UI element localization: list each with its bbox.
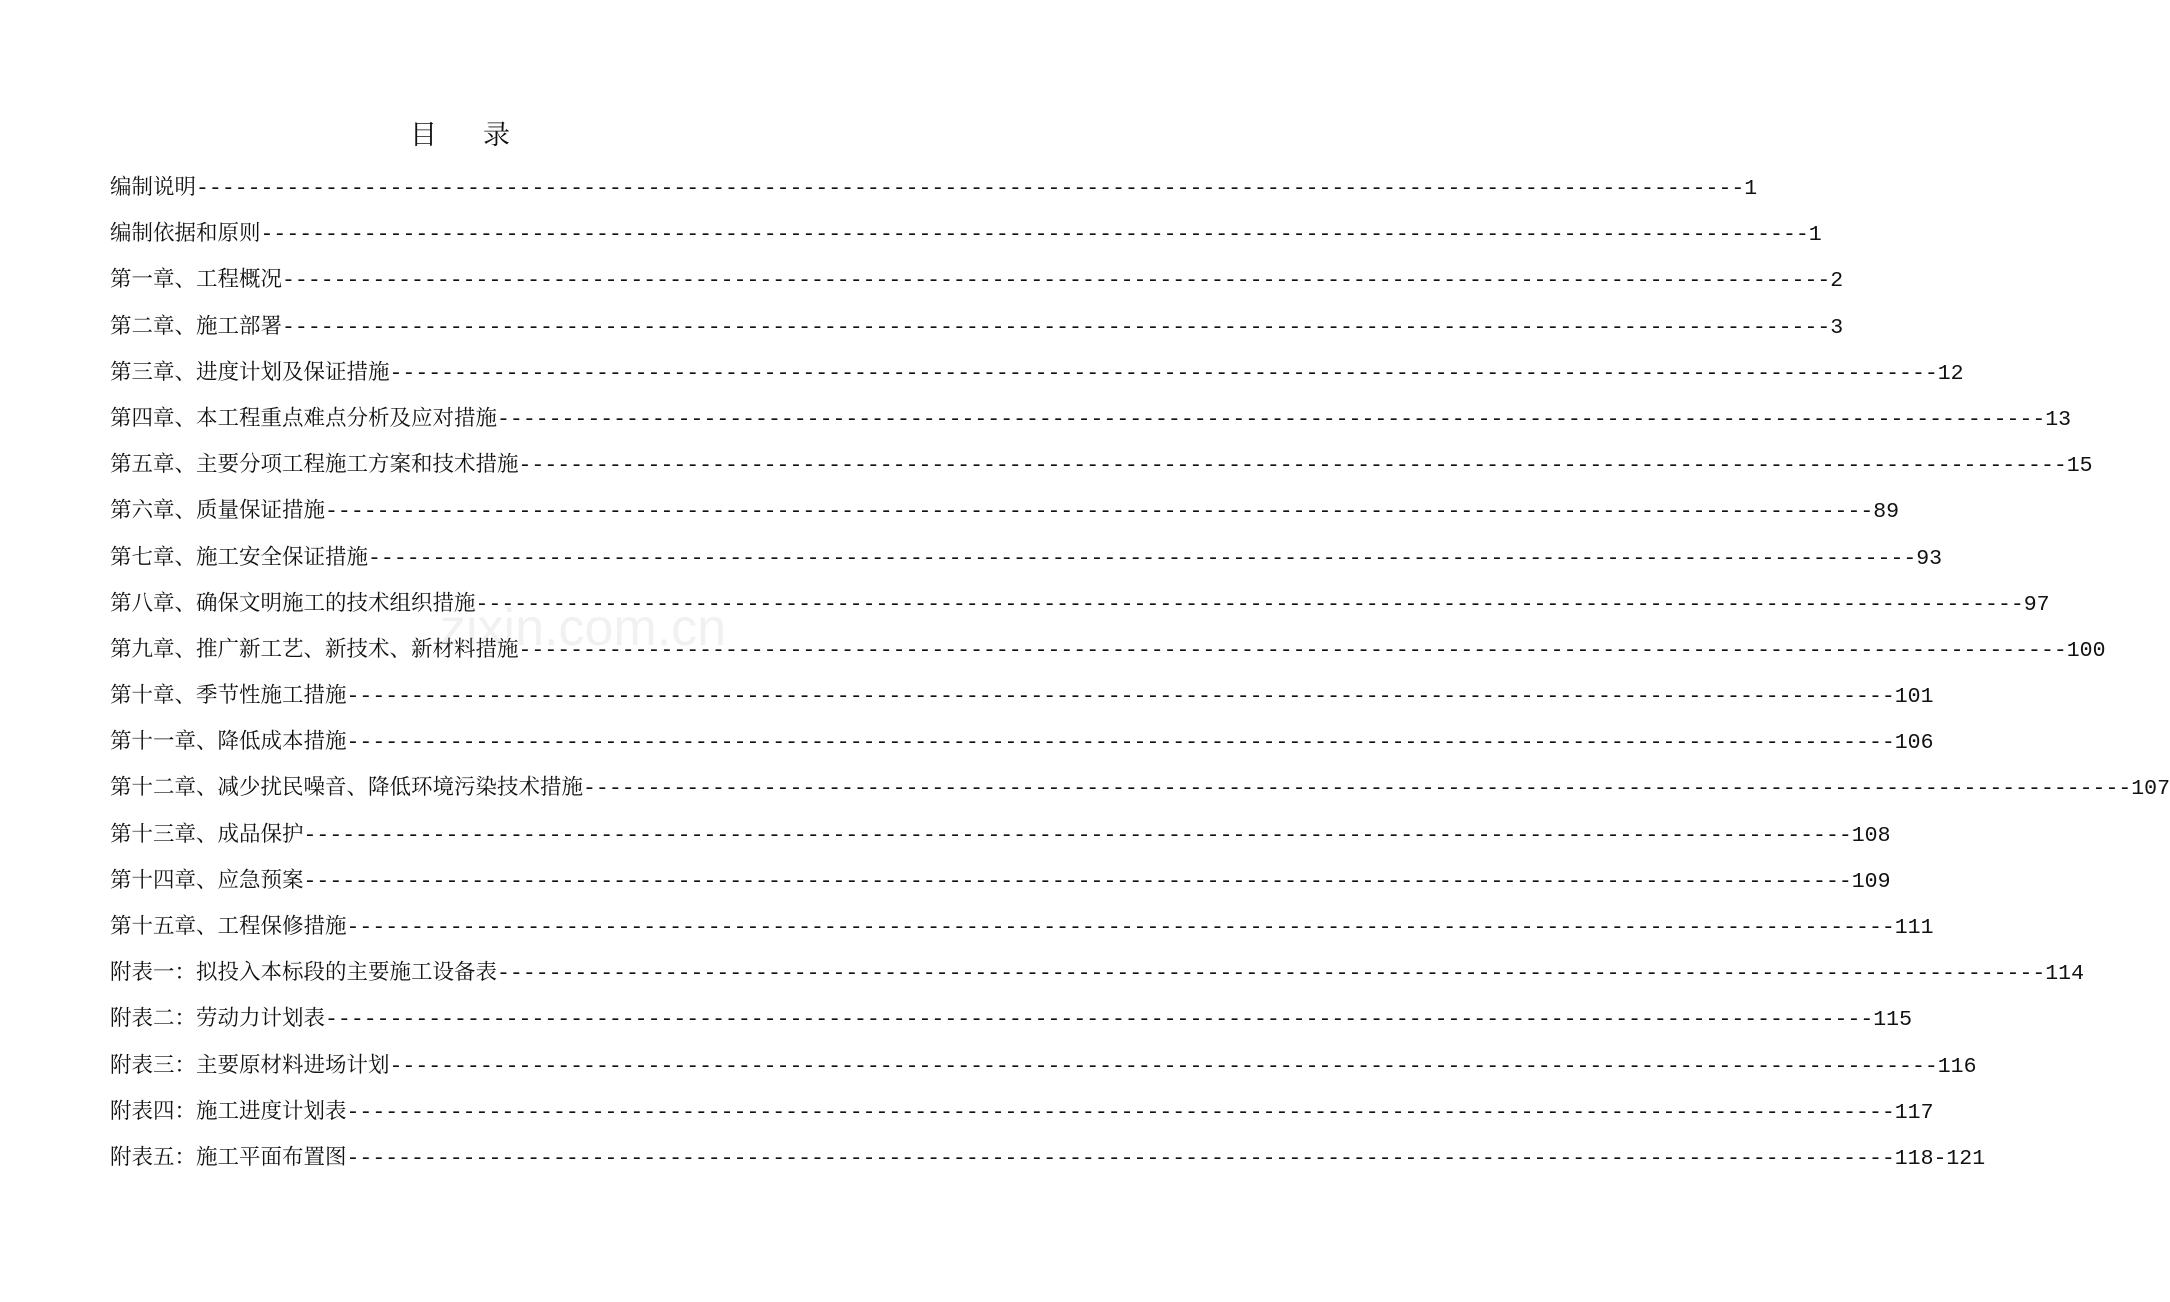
toc-list bbox=[110, 168, 2170, 1184]
toc-entry-title: 第三章、进度计划及保证措施 bbox=[110, 359, 390, 385]
toc-entry-page-number: 111 bbox=[1894, 916, 1934, 940]
toc-dot-leader: ------------------------------------------------------------------------------------------------------------------------ bbox=[497, 407, 2046, 432]
toc-entry-title: 第八章、确保文明施工的技术组织措施 bbox=[110, 590, 476, 616]
toc-entry-page-number: 109 bbox=[1851, 869, 1891, 894]
toc-entry-page-number: 12 bbox=[1937, 361, 1964, 386]
toc-entry[interactable] bbox=[110, 1138, 1986, 1184]
toc-entry-title: 附表五：施工平面布置图 bbox=[110, 1144, 347, 1170]
toc-dot-leader: ------------------------------------------------------------------------------------------------------------------------ bbox=[583, 777, 2132, 802]
toc-entry[interactable] bbox=[110, 307, 1844, 353]
toc-entry-page-number: 115 bbox=[1873, 1008, 1912, 1033]
toc-entry-page-number: 97 bbox=[2023, 592, 2050, 617]
toc-entry[interactable] bbox=[110, 815, 1891, 861]
toc-dot-leader: ------------------------------------------------------------------------------------------------------------------------ bbox=[346, 731, 1895, 756]
toc-entry-page-number: 117 bbox=[1894, 1100, 1934, 1125]
toc-entry-page-number: 114 bbox=[2045, 962, 2084, 987]
toc-entry-title: 第一章、工程概况 bbox=[110, 267, 283, 293]
toc-entry-title: 附表四：施工进度计划表 bbox=[110, 1098, 347, 1124]
toc-dot-leader: ------------------------------------------------------------------------------------------------------------------------ bbox=[518, 638, 2067, 663]
toc-entry-page-number: 3 bbox=[1830, 315, 1844, 340]
toc-entry-title: 编制说明 bbox=[110, 175, 197, 200]
toc-entry[interactable] bbox=[110, 1046, 1977, 1092]
toc-entry[interactable] bbox=[110, 953, 2084, 999]
toc-entry[interactable] bbox=[110, 399, 2072, 445]
toc-entry-page-number: 108 bbox=[1851, 823, 1891, 848]
toc-entry[interactable] bbox=[110, 722, 1934, 768]
toc-entry-title: 第七章、施工安全保证措施 bbox=[110, 544, 369, 570]
toc-entry-title: 附表三：主要原材料进场计划 bbox=[110, 1052, 390, 1078]
toc-dot-leader: ------------------------------------------------------------------------------------------------------------------------ bbox=[282, 315, 1831, 340]
toc-dot-leader: ------------------------------------------------------------------------------------------------------------------------ bbox=[346, 685, 1895, 710]
toc-entry-page-number: 116 bbox=[1937, 1054, 1977, 1079]
toc-entry[interactable] bbox=[110, 768, 2170, 814]
toc-dot-leader: ------------------------------------------------------------------------------------------------------------------------ bbox=[260, 223, 1809, 248]
toc-entry-page-number: 15 bbox=[2066, 454, 2093, 479]
toc-entry[interactable] bbox=[110, 584, 2050, 630]
toc-dot-leader: ------------------------------------------------------------------------------------------------------------------------ bbox=[325, 500, 1874, 525]
toc-entry-page-number: 118-121 bbox=[1894, 1146, 1986, 1171]
watermark: zixin.com.cn bbox=[440, 599, 727, 657]
toc-entry-title: 第十一章、降低成本措施 bbox=[110, 729, 347, 755]
toc-dot-leader: ------------------------------------------------------------------------------------------------------------------------ bbox=[196, 177, 1745, 201]
toc-dot-leader: ------------------------------------------------------------------------------------------------------------------------ bbox=[475, 592, 2024, 617]
toc-entry-page-number: 107 bbox=[2131, 777, 2170, 802]
toc-entry-page-number: 100 bbox=[2066, 638, 2106, 663]
toc-entry[interactable] bbox=[110, 260, 1844, 306]
toc-entry-page-number: 89 bbox=[1873, 500, 1900, 525]
toc-dot-leader: ------------------------------------------------------------------------------------------------------------------------ bbox=[518, 454, 2067, 479]
toc-entry[interactable] bbox=[110, 907, 1934, 953]
toc-dot-leader: ------------------------------------------------------------------------------------------------------------------------ bbox=[389, 1054, 1938, 1079]
toc-title: 目录 bbox=[410, 120, 556, 151]
toc-entry-page-number: 1 bbox=[1808, 223, 1822, 248]
toc-dot-leader: ------------------------------------------------------------------------------------------------------------------------ bbox=[389, 361, 1938, 386]
toc-entry[interactable] bbox=[110, 445, 2093, 491]
toc-dot-leader: ------------------------------------------------------------------------------------------------------------------------ bbox=[325, 1008, 1874, 1033]
toc-entry-title: 第六章、质量保证措施 bbox=[110, 498, 326, 524]
toc-dot-leader: ------------------------------------------------------------------------------------------------------------------------ bbox=[303, 869, 1852, 894]
toc-entry-title: 第二章、施工部署 bbox=[110, 313, 283, 339]
toc-entry-page-number: 101 bbox=[1894, 685, 1934, 710]
toc-entry[interactable] bbox=[110, 538, 1943, 584]
toc-dot-leader: ------------------------------------------------------------------------------------------------------------------------ bbox=[346, 1100, 1895, 1125]
toc-dot-leader: ------------------------------------------------------------------------------------------------------------------------ bbox=[497, 962, 2046, 987]
toc-entry-title: 第十章、季节性施工措施 bbox=[110, 683, 347, 709]
toc-entry-page-number: 93 bbox=[1916, 546, 1943, 571]
toc-dot-leader: ------------------------------------------------------------------------------------------------------------------------ bbox=[346, 916, 1895, 940]
toc-entry-title: 第九章、推广新工艺、新技术、新材料措施 bbox=[110, 636, 519, 662]
toc-entry-title: 第十五章、工程保修措施 bbox=[110, 914, 347, 939]
toc-entry-title: 附表二：劳动力计划表 bbox=[110, 1006, 326, 1032]
toc-entry[interactable] bbox=[110, 999, 1912, 1045]
toc-dot-leader: ------------------------------------------------------------------------------------------------------------------------ bbox=[346, 1146, 1895, 1171]
toc-dot-leader: ------------------------------------------------------------------------------------------------------------------------ bbox=[368, 546, 1917, 571]
toc-entry-page-number: 2 bbox=[1830, 269, 1844, 294]
toc-entry[interactable] bbox=[110, 630, 2106, 676]
toc-entry-title: 第五章、主要分项工程施工方案和技术措施 bbox=[110, 452, 519, 478]
toc-entry-title: 编制依据和原则 bbox=[110, 221, 261, 247]
toc-entry-page-number: 106 bbox=[1894, 731, 1934, 756]
toc-entry[interactable] bbox=[110, 168, 1758, 214]
toc-entry-title: 第十二章、减少扰民噪音、降低环境污染技术措施 bbox=[110, 775, 584, 801]
toc-entry-title: 第四章、本工程重点难点分析及应对措施 bbox=[110, 405, 498, 431]
toc-entry[interactable] bbox=[110, 491, 1900, 537]
toc-entry-title: 第十四章、应急预案 bbox=[110, 867, 304, 893]
toc-dot-leader: ------------------------------------------------------------------------------------------------------------------------ bbox=[282, 269, 1831, 294]
toc-entry-title: 第十三章、成品保护 bbox=[110, 821, 304, 847]
toc-entry[interactable] bbox=[110, 1092, 1934, 1138]
toc-dot-leader: ------------------------------------------------------------------------------------------------------------------------ bbox=[303, 823, 1852, 848]
toc-entry[interactable] bbox=[110, 353, 1964, 399]
toc-entry-title: 附表一：拟投入本标段的主要施工设备表 bbox=[110, 960, 498, 986]
toc-entry[interactable] bbox=[110, 214, 1822, 260]
toc-entry[interactable] bbox=[110, 676, 1934, 722]
toc-entry-page-number: 13 bbox=[2045, 407, 2072, 432]
toc-entry-page-number: 1 bbox=[1744, 177, 1758, 201]
toc-entry[interactable] bbox=[110, 861, 1891, 907]
